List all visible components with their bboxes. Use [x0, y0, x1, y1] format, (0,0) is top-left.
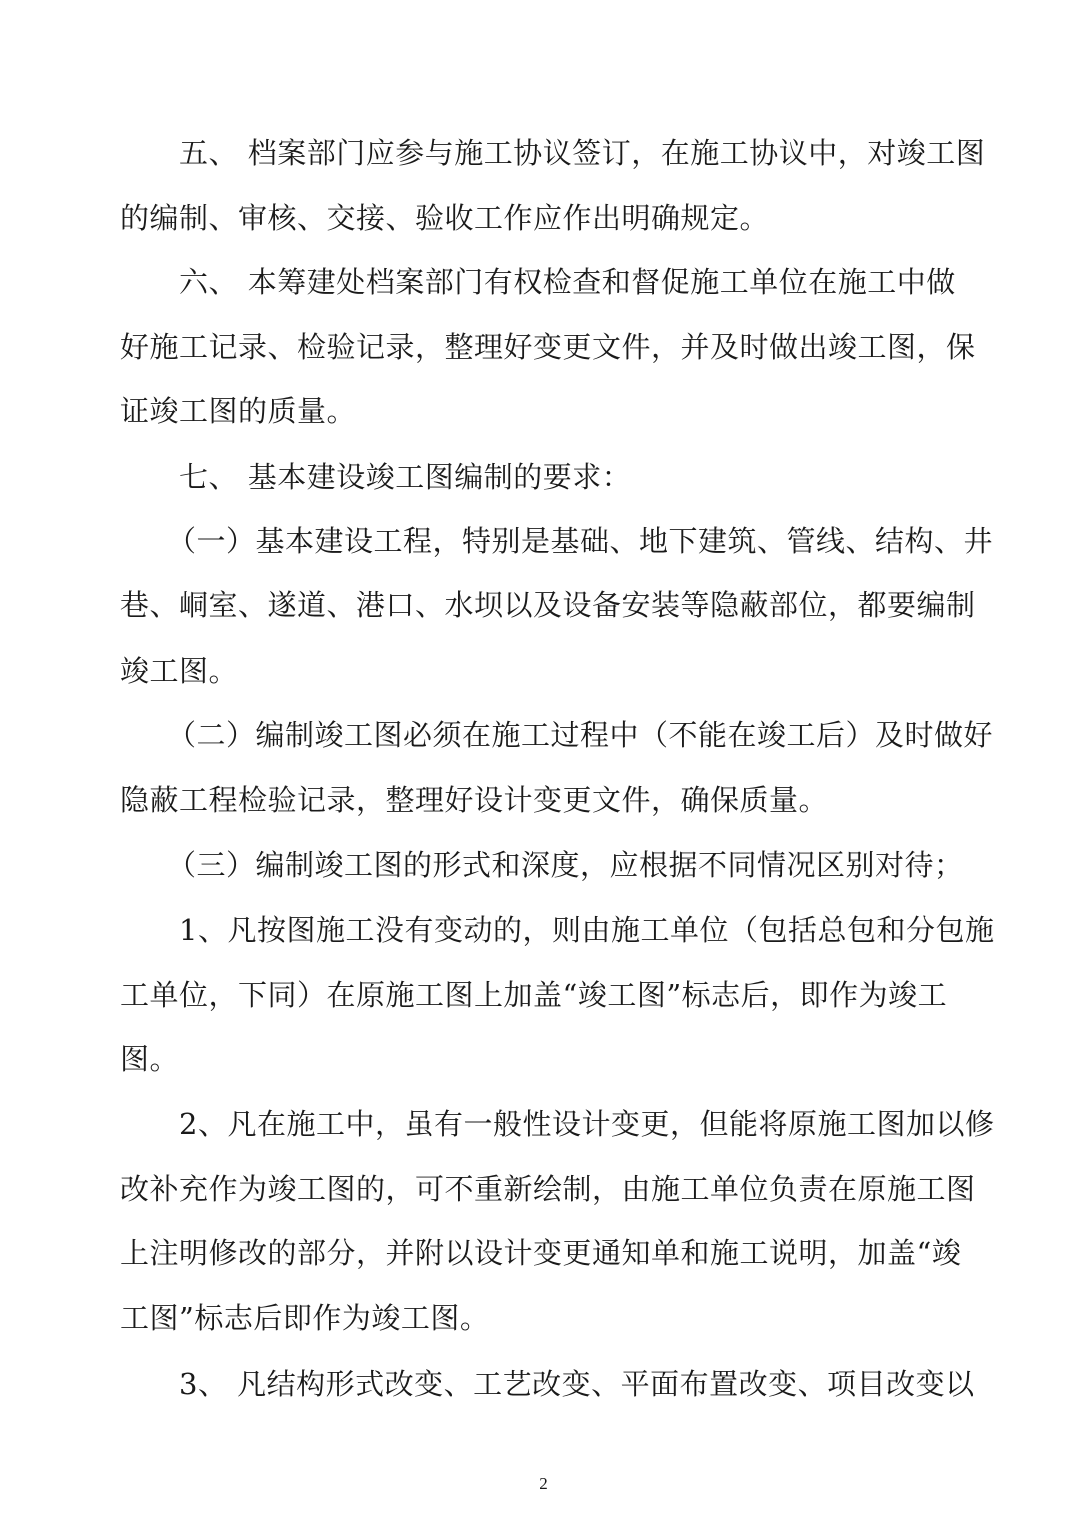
paragraph-line: 3、 凡结构形式改变、工艺改变、平面布置改变、项目改变以 [179, 1367, 975, 1401]
paragraph-line: 图。 [120, 1042, 180, 1076]
paragraph-line: （二）编制竣工图必须在施工过程中（不能在竣工后）及时做好 [167, 718, 994, 752]
paragraph-line: （一）基本建设工程，特别是基础、地下建筑、管线、结构、井 [167, 524, 994, 558]
paragraph-line: 证竣工图的质量。 [120, 394, 357, 428]
paragraph-line: 巷、峒室、遂道、港口、水坝以及设备安装等隐蔽部位，都要编制 [120, 588, 976, 622]
paragraph-line: 隐蔽工程检验记录，整理好设计变更文件，确保质量。 [120, 783, 829, 817]
paragraph-line: 改补充作为竣工图的，可不重新绘制，由施工单位负责在原施工图 [120, 1172, 976, 1206]
paragraph-line: 六、 本筹建处档案部门有权检查和督促施工单位在施工中做 [179, 265, 956, 299]
paragraph-line: 竣工图。 [120, 654, 239, 688]
paragraph-line: 好施工记录、检验记录，整理好变更文件，并及时做出竣工图，保 [120, 330, 976, 364]
paragraph-line: （三）编制竣工图的形式和深度，应根据不同情况区别对待； [167, 848, 964, 882]
paragraph-line: 的编制、审核、交接、验收工作应作出明确规定。 [120, 201, 770, 235]
paragraph-line: 1、凡按图施工没有变动的，则由施工单位（包括总包和分包施 [179, 913, 995, 947]
paragraph-line: 工单位，下同）在原施工图上加盖“竣工图”标志后，即作为竣工 [120, 978, 948, 1012]
paragraph-line: 上注明修改的部分，并附以设计变更通知单和施工说明，加盖“竣 [120, 1236, 962, 1270]
paragraph-line: 五、 档案部门应参与施工协议签订，在施工协议中，对竣工图 [179, 136, 986, 170]
paragraph-line: 2、凡在施工中，虽有一般性设计变更，但能将原施工图加以修 [179, 1107, 995, 1141]
paragraph-line: 工图”标志后即作为竣工图。 [120, 1301, 490, 1335]
page-number: 2 [539, 1474, 548, 1493]
paragraph-line: 七、 基本建设竣工图编制的要求： [179, 460, 632, 494]
